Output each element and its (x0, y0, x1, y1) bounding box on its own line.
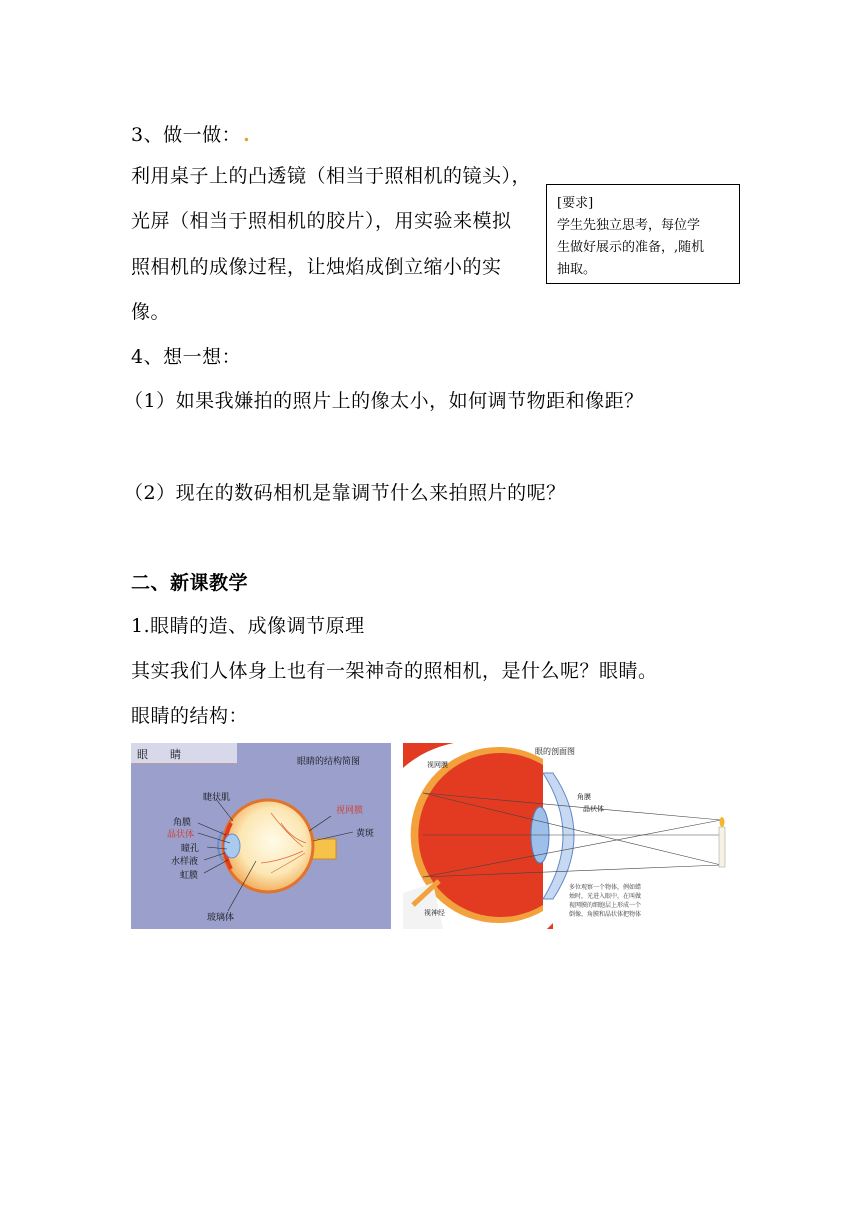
caption-line-2: 烛时，光进入眼中，在叫做 (569, 893, 642, 900)
section-3-title: 3、做一做： . (131, 124, 251, 146)
subsection-title: 1.眼睛的造、成像调节原理 (131, 615, 365, 637)
requirement-line-3: 抽取。 (557, 262, 597, 277)
section-heading: 二、新课教学 (131, 572, 249, 594)
label-ciliary-muscle: 睫状肌 (203, 793, 231, 803)
requirement-box (546, 184, 740, 284)
label-aqueous-humor: 水样液 (171, 857, 199, 867)
requirement-line-2: 生做好展示的准备，,随机 (557, 240, 705, 255)
label-lens: 晶状体 (167, 830, 195, 840)
paragraph-line-1: 利用桌子上的凸透镜（相当于照相机的镜头）， (131, 165, 532, 187)
label-retina-2: 视网膜 (427, 761, 448, 769)
paragraph-line-3: 照相机的成像过程，让烛焰成倒立缩小的实 (131, 256, 502, 278)
figure2-title: 眼的剖面图 (535, 747, 575, 756)
requirement-line-1: 学生先独立思考，每位学 (557, 218, 701, 233)
accent-dot: . (243, 124, 251, 146)
label-iris: 虹膜 (180, 871, 199, 881)
paragraph-line-4: 像。 (131, 301, 171, 323)
label-pupil: 瞳孔 (181, 844, 200, 854)
figure2-caption (569, 883, 641, 919)
section-4-title: 4、想一想： (131, 346, 242, 368)
figure1-title: 眼睛的结构简图 (297, 757, 361, 767)
caption-line-1: 多位观察一个物体，例如蜡 (569, 884, 642, 891)
intro-text: 其实我们人体身上也有一架神奇的照相机，是什么呢？眼睛。 (131, 660, 658, 682)
caption-line-4: 倒像，角膜和晶状体把物体 (569, 911, 642, 918)
eye-section-diagram (403, 743, 729, 929)
label-macula: 黄斑 (356, 829, 375, 839)
question-2: （2）现在的数码相机是靠调节什么来拍照片的呢？ (124, 482, 566, 504)
label-optic-nerve: 视神经 (424, 909, 445, 917)
question-1: （1）如果我嫌拍的照片上的像太小，如何调节物距和像距？ (124, 390, 644, 412)
label-cornea-2: 角膜 (577, 793, 591, 801)
structure-label: 眼睛的结构： (131, 705, 249, 727)
requirement-title: [要求] (557, 196, 594, 211)
label-vitreous: 玻璃体 (207, 913, 235, 923)
label-cornea: 角膜 (173, 818, 192, 828)
label-retina: 视网膜 (336, 806, 364, 816)
caption-line-3: 视网膜的细胞层上形成一个 (569, 902, 642, 909)
eye-structure-figure (131, 743, 391, 929)
label-lens-2: 晶状体 (583, 805, 604, 813)
corner-title: 眼 睛 (137, 748, 181, 761)
eye-section-figure (403, 743, 729, 929)
paragraph-line-2: 光屏（相当于照相机的胶片），用实验来模拟 (131, 210, 512, 232)
